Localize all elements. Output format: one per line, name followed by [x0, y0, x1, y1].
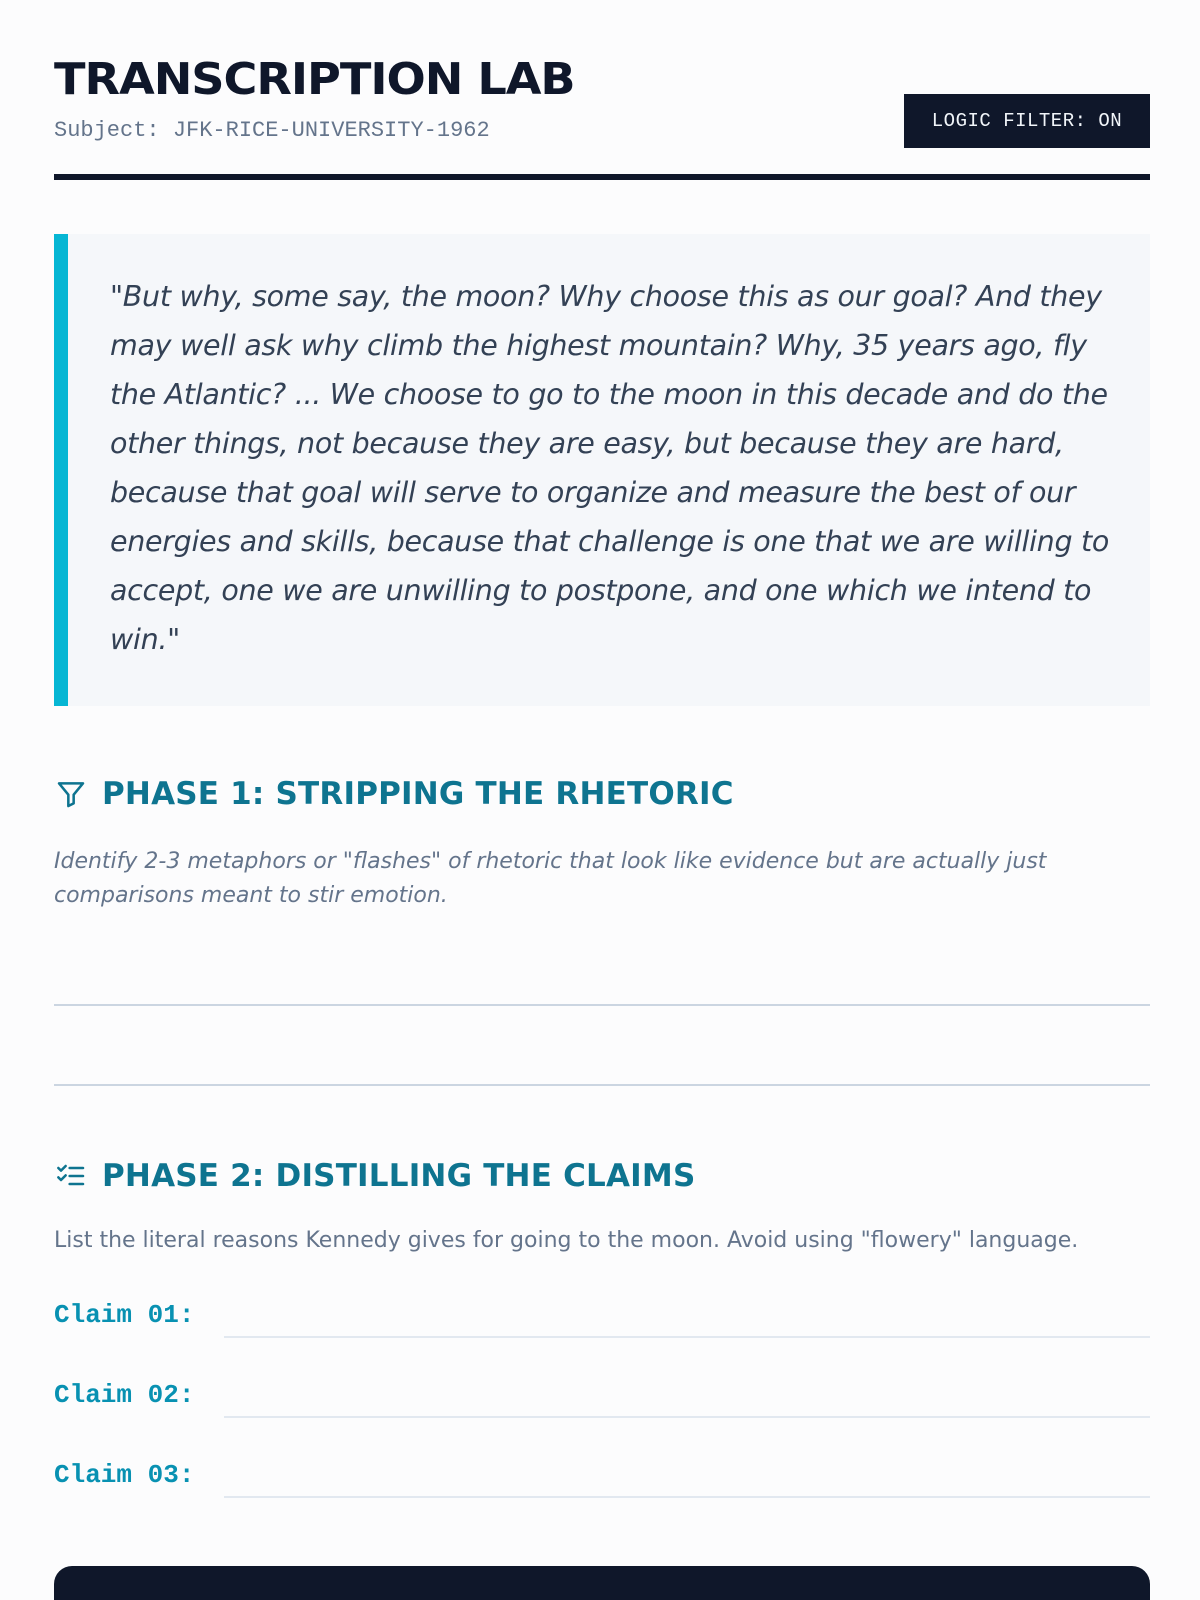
header-divider [54, 174, 1150, 180]
speech-quote-block [54, 234, 1150, 706]
logic-filter-toggle[interactable]: LOGIC FILTER: ON [904, 94, 1150, 148]
claim-label: Claim 03: [54, 1460, 195, 1490]
phase1-title: PHASE 1: STRIPPING THE RHETORIC [102, 776, 734, 812]
phase1-heading [54, 776, 734, 812]
claim-row [54, 1374, 1150, 1424]
claim-input[interactable] [224, 1454, 1150, 1498]
phase2-title: PHASE 2: DISTILLING THE CLAIMS [102, 1158, 696, 1194]
subject-label: Subject: JFK-RICE-UNIVERSITY-1962 [54, 118, 490, 143]
bottom-dark-panel [54, 1566, 1150, 1600]
claim-label: Claim 01: [54, 1300, 195, 1330]
speech-quote-text: "But why, some say, the moon? Why choose this as our goal? And they may well ask why climb the highest mountain? Why, 35 years ago, fly the Atlantic? ... We choose to go to the moon in this decade and do the other things, not because they are easy, but because they are hard, because that goal will serve to organize and measure the best of our energies and skills, because that challenge is one that we are willing to accept, one we are unwilling to postpone, and one which we intend to win." [110, 280, 1110, 656]
phase1-answer-line[interactable] [54, 1004, 1150, 1006]
header [54, 52, 1150, 182]
claim-label: Claim 02: [54, 1380, 195, 1410]
claim-row [54, 1454, 1150, 1504]
claim-row [54, 1294, 1150, 1344]
phase2-instructions: List the literal reasons Kennedy gives for going to the moon. Avoid using "flowery" language. [54, 1228, 1079, 1253]
phase1-instructions: Identify 2-3 metaphors or "flashes" of rhetoric that look like evidence but are actually just comparisons meant to stir emotion. [54, 849, 1047, 908]
phase2-heading [54, 1158, 695, 1194]
filter-icon [54, 777, 88, 811]
page-title: TRANSCRIPTION LAB [54, 54, 575, 105]
phase1-answer-line[interactable] [54, 1084, 1150, 1086]
checklist-icon [54, 1159, 88, 1193]
claim-input[interactable] [224, 1374, 1150, 1418]
claim-input[interactable] [224, 1294, 1150, 1338]
